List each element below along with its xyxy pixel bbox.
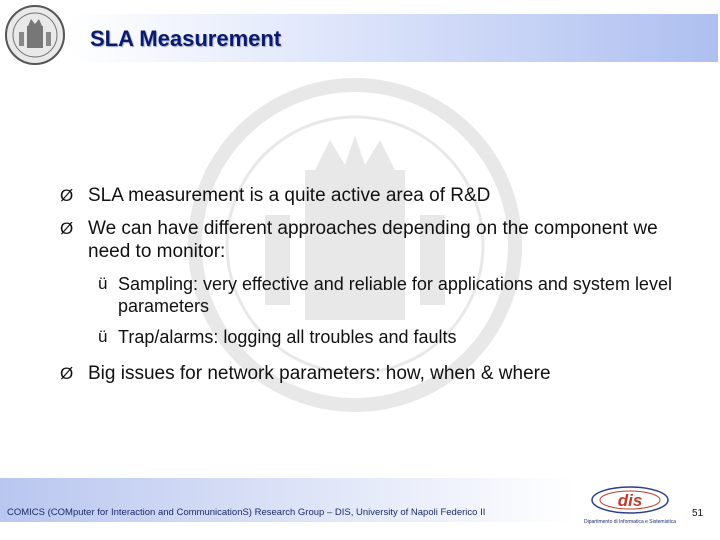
- sub-bullet-text: Sampling: very effective and reliable for applications and system level parameters: [118, 274, 672, 316]
- slide-title: SLA Measurement: [90, 26, 282, 51]
- bullet-text: Big issues for network parameters: how, when & where: [88, 363, 551, 384]
- dis-logo: [580, 482, 680, 528]
- dis-logo-text: dis: [617, 491, 643, 510]
- sub-bullet-text: Trap/alarms: logging all troubles and faults: [118, 327, 457, 347]
- bullet-item: [60, 184, 700, 207]
- page-number: 51: [692, 508, 704, 519]
- university-seal-logo: [4, 4, 66, 66]
- sub-bullet-item: [60, 273, 700, 317]
- checkmark-bullet-icon: ü: [98, 274, 108, 293]
- footer-text: COMICS (COMputer for Interaction and CommunicationS) Research Group – DIS, University of Napoli Federico II: [7, 507, 486, 518]
- bullet-text: We can have different approaches depending on the component we need to monitor:: [88, 218, 658, 262]
- bullet-item: [60, 217, 700, 263]
- arrow-bullet-icon: Ø: [60, 364, 74, 383]
- sub-bullet-item: [60, 326, 700, 348]
- slide-content: [60, 184, 700, 395]
- bullet-text: SLA measurement is a quite active area of R&D: [88, 185, 491, 206]
- arrow-bullet-icon: Ø: [60, 186, 74, 205]
- bullet-item: [60, 362, 700, 385]
- checkmark-bullet-icon: ü: [98, 327, 108, 346]
- arrow-bullet-icon: Ø: [60, 219, 74, 238]
- dis-logo-caption: Dipartimento di Informatica e Sistemistica: [584, 519, 676, 525]
